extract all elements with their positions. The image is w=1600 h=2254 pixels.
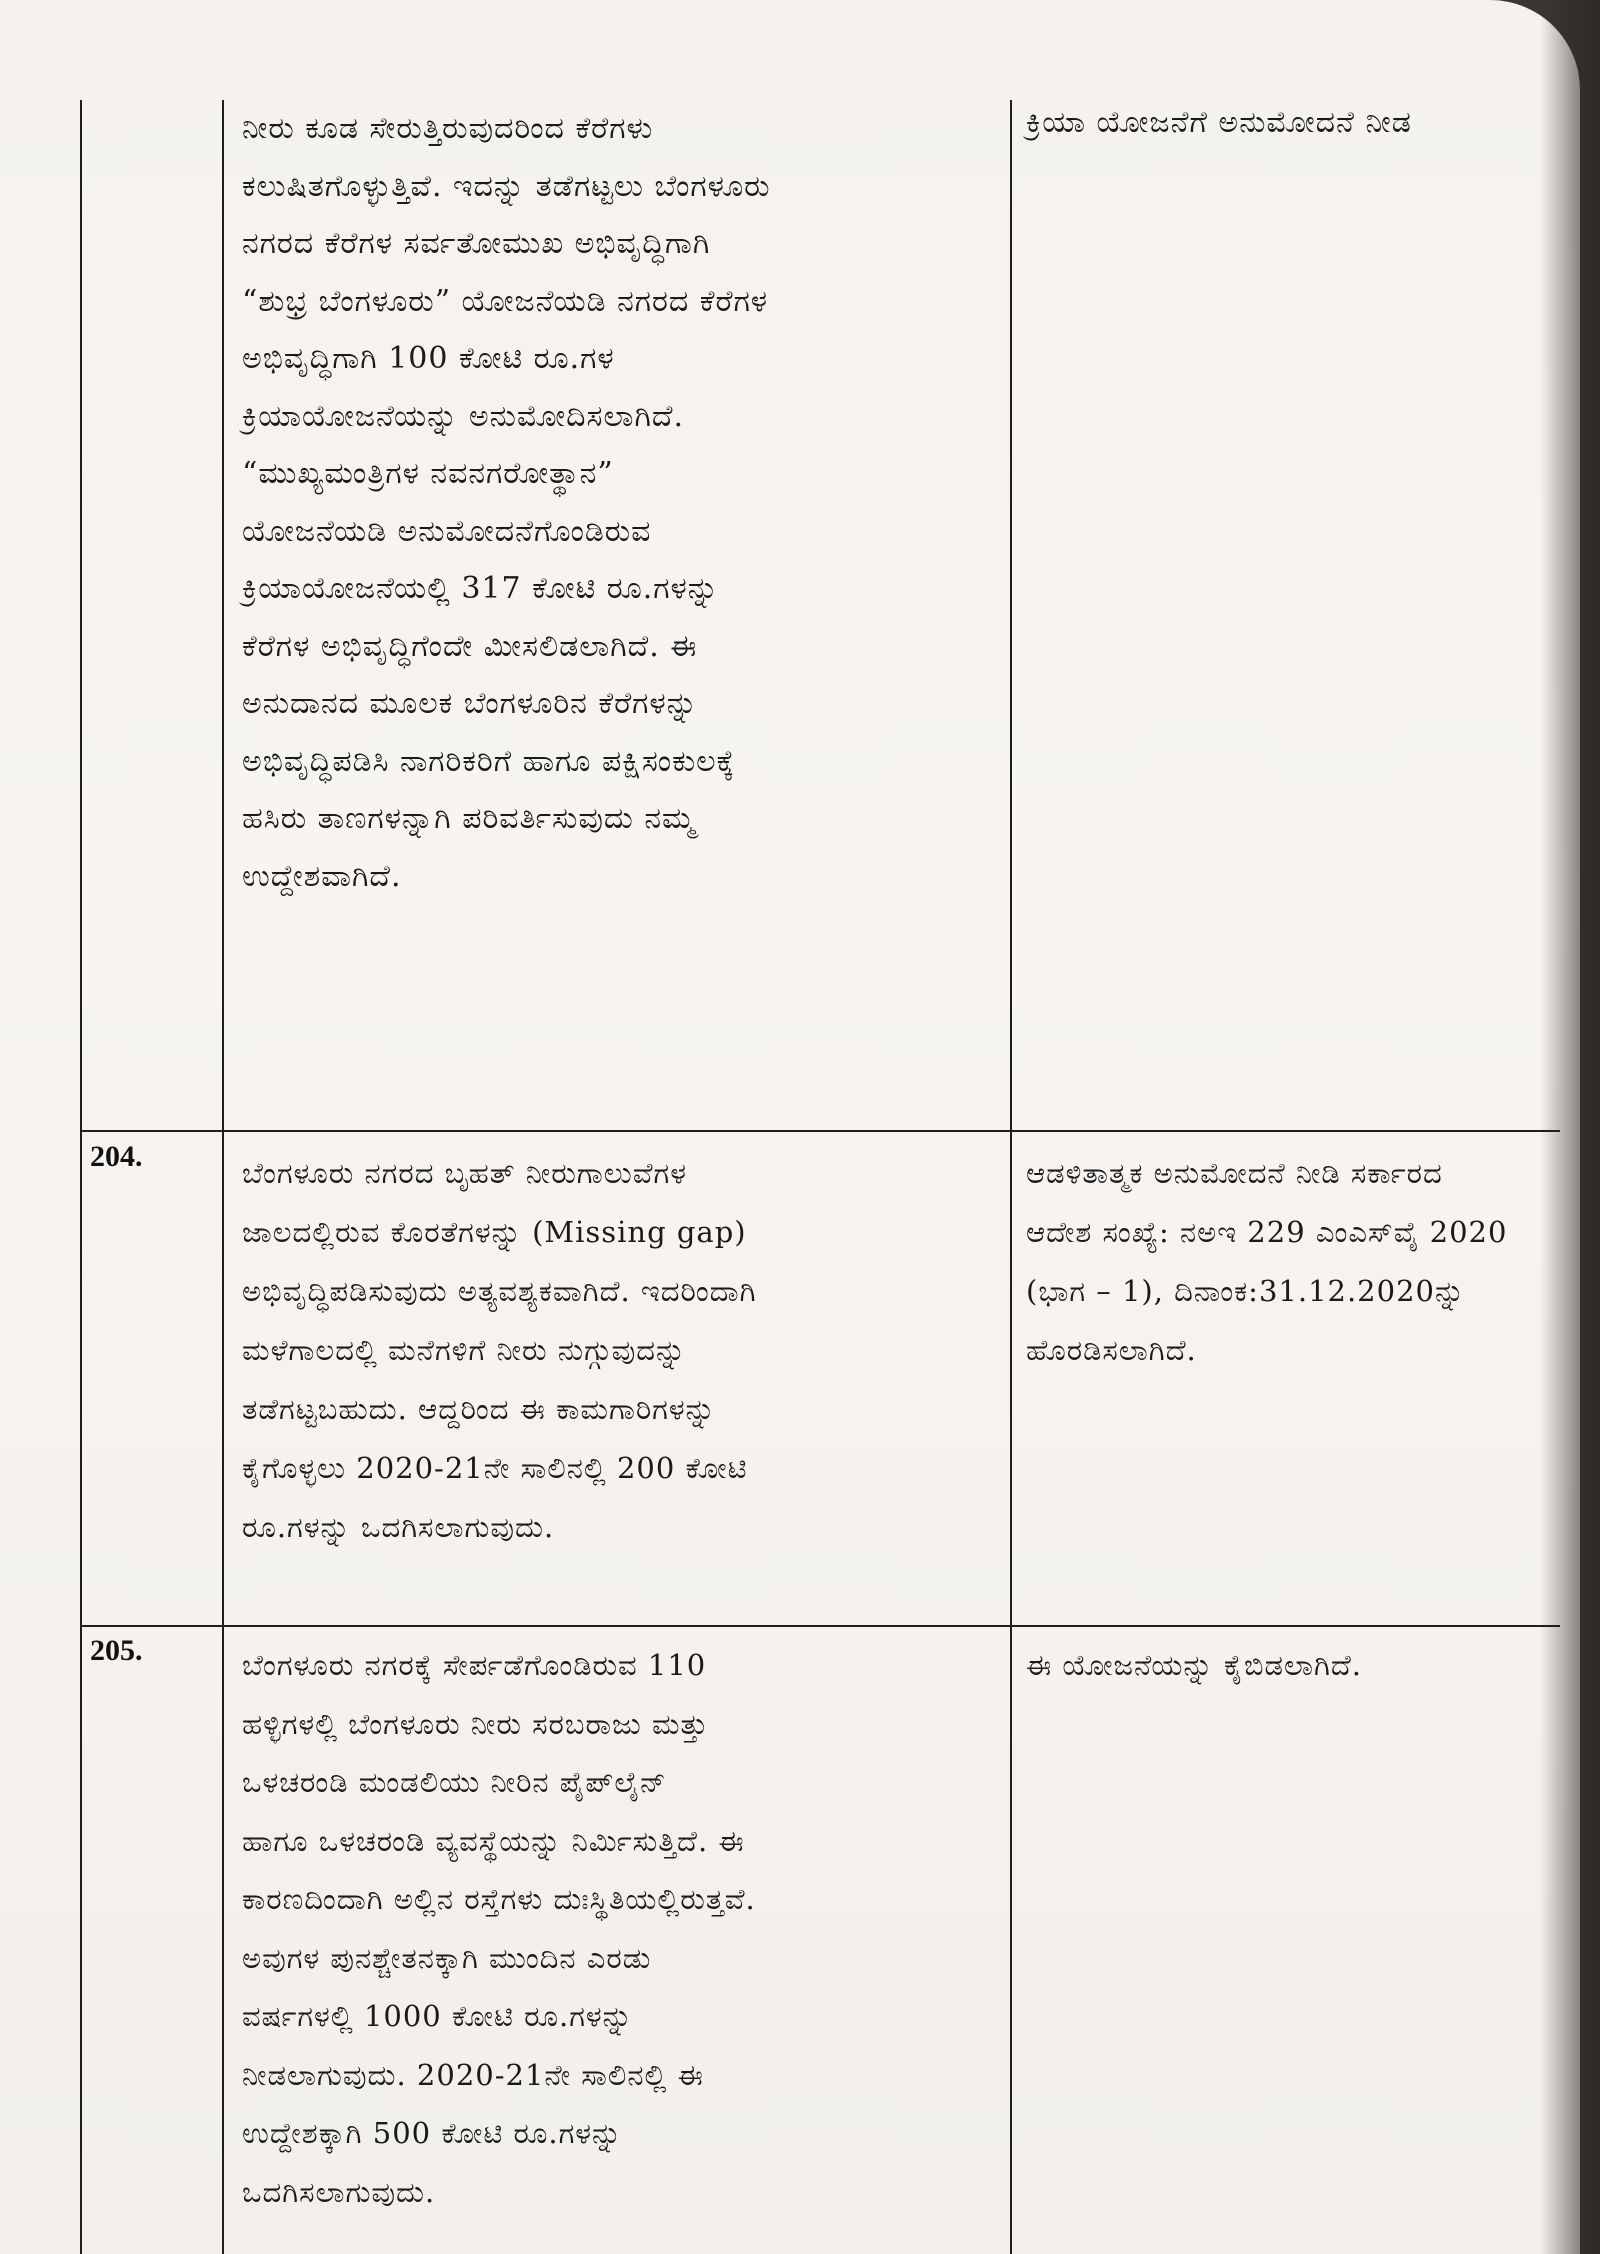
data-table bbox=[80, 100, 1560, 2254]
row-divider-1 bbox=[80, 1130, 1560, 1132]
row-number: 204. bbox=[90, 1140, 143, 1173]
row-description: ಬೆಂಗಳೂರು ನಗರದ ಬೃಹತ್ ನೀರುಗಾಲುವೆಗಳ ಜಾಲದಲ್ಲಿರುವ ಕೊರತೆಗಳನ್ನು (Missing gap) ಅಭಿವೃದ್ಧಿಪಡಿಸುವುದು ಅತ್ಯವಶ್ಯಕವಾಗಿದೆ. ಇದರಿಂದಾಗಿ ಮಳೆಗಾಲದಲ್ಲಿ ಮನೆಗಳಿಗೆ ನೀರು ನುಗ್ಗುವುದನ್ನು ತಡೆಗಟ್ಟಬಹುದು. ಆದ್ದರಿಂದ ಈ ಕಾಮಗಾರಿಗಳನ್ನು ಕೈಗೊಳ್ಳಲು 2020-21ನೇ ಸಾಲಿನಲ್ಲಿ 200 ಕೋಟಿ ರೂ.ಗಳನ್ನು ಒದಗಿಸಲಾಗುವುದು. bbox=[242, 1156, 757, 1544]
row-divider-2 bbox=[80, 1625, 1560, 1627]
row-description: ನೀರು ಕೂಡ ಸೇರುತ್ತಿರುವುದರಿಂದ ಕೆರೆಗಳು ಕಲುಷಿತಗೊಳ್ಳುತ್ತಿವೆ. ಇದನ್ನು ತಡೆಗಟ್ಟಲು ಬೆಂಗಳೂರು ನಗರದ ಕೆರೆಗಳ ಸರ್ವತೋಮುಖ ಅಭಿವೃದ್ಧಿಗಾಗಿ “ಶುಭ್ರ ಬೆಂಗಳೂರು” ಯೋಜನೆಯಡಿ ನಗರದ ಕೆರೆಗಳ ಅಭಿವೃದ್ಧಿಗಾಗಿ 100 ಕೋಟಿ ರೂ.ಗಳ ಕ್ರಿಯಾಯೋಜನೆಯನ್ನು ಅನುಮೋದಿಸಲಾಗಿದೆ. “ಮುಖ್ಯಮಂತ್ರಿಗಳ ನವನಗರೋತ್ಥಾನ” ಯೋಜನೆಯಡಿ ಅನುಮೋದನೆಗೊಂಡಿರುವ ಕ್ರಿಯಾಯೋಜನೆಯಲ್ಲಿ 317 ಕೋಟಿ ರೂ.ಗಳನ್ನು ಕೆರೆಗಳ ಅಭಿವೃದ್ಧಿಗೆಂದೇ ಮೀಸಲಿಡಲಾಗಿದೆ. ಈ ಅನುದಾನದ ಮೂಲಕ ಬೆಂಗಳೂರಿನ ಕೆರೆಗಳನ್ನು ಅಭಿವೃದ್ಧಿಪಡಿಸಿ ನಾಗರಿಕರಿಗೆ ಹಾಗೂ ಪಕ್ಷಿಸಂಕುಲಕ್ಕೆ ಹಸಿರು ತಾಣಗಳನ್ನಾಗಿ ಪರಿವರ್ತಿಸುವುದು ನಮ್ಮ ಉದ್ದೇಶವಾಗಿದೆ. bbox=[242, 111, 771, 894]
row-status: ಆಡಳಿತಾತ್ಮಕ ಅನುಮೋದನೆ ನೀಡಿ ಸರ್ಕಾರದ ಆದೇಶ ಸಂಖ್ಯೆ: ನಅಇ 229 ಎಂಎಸ್‌ವೈ 2020 (ಭಾಗ – 1), ದಿನಾಂಕ:31.12.2020ನ್ನು ಹೊರಡಿಸಲಾಗಿದೆ. bbox=[1026, 1156, 1508, 1367]
row-status: ಕ್ರಿಯಾ ಯೋಜನೆಗೆ ಅನುಮೋದನೆ ನೀಡ bbox=[1026, 105, 1412, 140]
row-description: ಬೆಂಗಳೂರು ನಗರಕ್ಕೆ ಸೇರ್ಪಡೆಗೊಂಡಿರುವ 110 ಹಳ್ಳಿಗಳಲ್ಲಿ ಬೆಂಗಳೂರು ನೀರು ಸರಬರಾಜು ಮತ್ತು ಒಳಚರಂಡಿ ಮಂಡಲಿಯು ನೀರಿನ ಪೈಪ್‌ಲೈನ್ ಹಾಗೂ ಒಳಚರಂಡಿ ವ್ಯವಸ್ಥೆಯನ್ನು ನಿರ್ಮಿಸುತ್ತಿದೆ. ಈ ಕಾರಣದಿಂದಾಗಿ ಅಲ್ಲಿನ ರಸ್ತೆಗಳು ದುಃಸ್ಥಿತಿಯಲ್ಲಿರುತ್ತವೆ. ಅವುಗಳ ಪುನಶ್ಚೇತನಕ್ಕಾಗಿ ಮುಂದಿನ ಎರಡು ವರ್ಷಗಳಲ್ಲಿ 1000 ಕೋಟಿ ರೂ.ಗಳನ್ನು ನೀಡಲಾಗುವುದು. 2020-21ನೇ ಸಾಲಿನಲ್ಲಿ ಈ ಉದ್ದೇಶಕ್ಕಾಗಿ 500 ಕೋಟಿ ರೂ.ಗಳನ್ನು ಒದಗಿಸಲಾಗುವುದು. bbox=[242, 1648, 756, 2209]
row-status: ಈ ಯೋಜನೆಯನ್ನು ಕೈಬಿಡಲಾಗಿದೆ. bbox=[1026, 1648, 1362, 1682]
row-number: 205. bbox=[90, 1634, 143, 1667]
column-divider-1 bbox=[222, 100, 224, 2254]
column-divider-2 bbox=[1010, 100, 1012, 2254]
table-border-left bbox=[80, 100, 82, 2254]
